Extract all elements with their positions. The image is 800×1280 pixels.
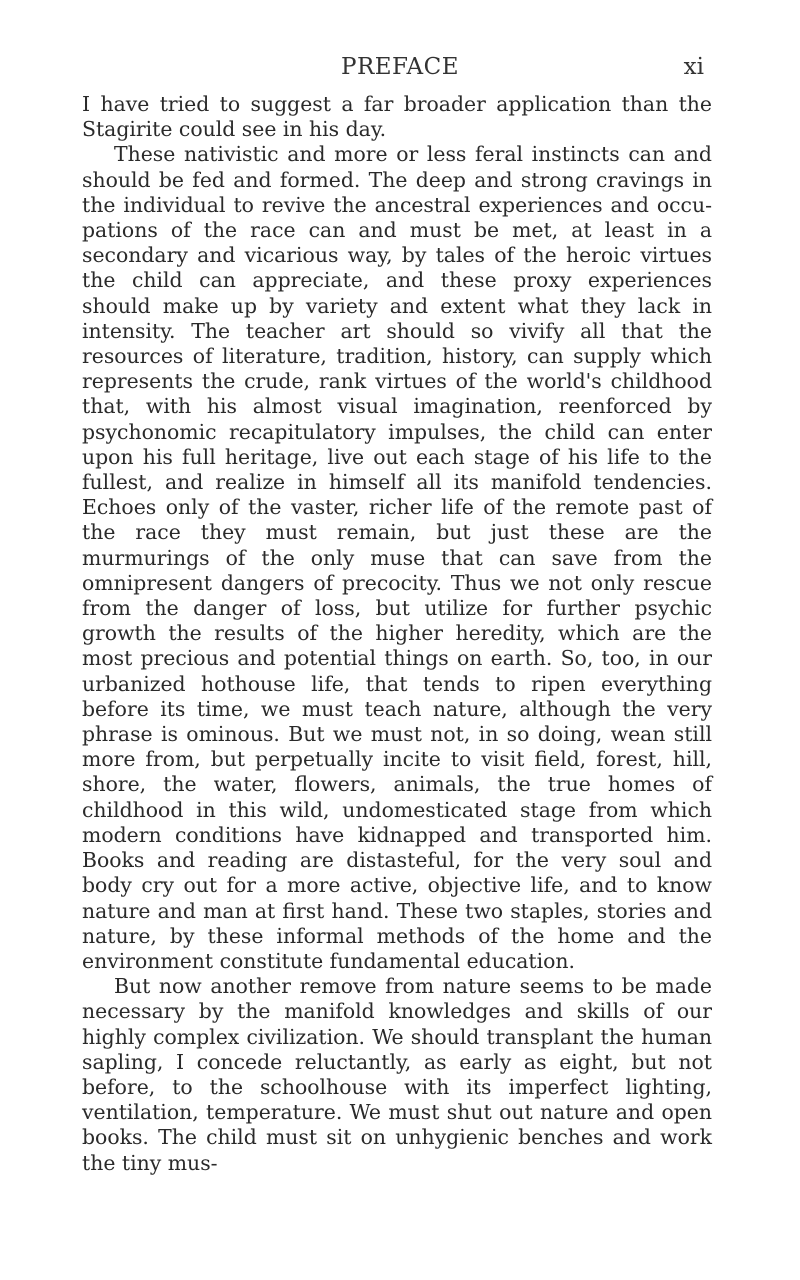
paragraph-2: These nativistic and more or less feral instincts can and should be fed and formed. The deep and strong cravings in the individual to revive the ancestral experiences and occupations of the race can and must be met, at least in a secondary and vicarious way, by tales of the heroic virtues the child can appreciate, and these proxy experiences should make up by variety and extent what they lack in intensity. The teacher art should so vivify all that the resources of literature, tradition, history, can supply which represents the crude, rank virtues of the world's childhood that, with his almost visual imagination, reenforced by psychonomic recapitulatory impulses, the child can enter upon his full heritage, live out each stage of his life to the fullest, and realize in himself all its manifold tendencies. Echoes only of the vaster, richer life of the remote past of the race they must remain, but just these are the murmurings of the only muse that can save from the omnipresent dangers of precocity. Thus we not only rescue from the danger of loss, but utilize for further psychic growth the results of the higher heredity, which are the most precious and potential things on earth. So, too, in our urbanized hothouse life, that tends to ripen everything before its time, we must teach nature, although the very phrase is ominous. But we must not, in so doing, wean still more from, but perpetually incite to visit field, forest, hill, shore, the water, flowers, animals, the true homes of childhood in this wild, undomesticated stage from which modern conditions have kidnapped and transported him. Books and reading are distasteful, for the very soul and body cry out for a more active, objective life, and to know nature and man at first hand. These two staples, stories and nature, by these informal methods of the home and the environment constitute fundamental education. [82,142,712,973]
paragraph-1: I have tried to suggest a far broader application than the Stagirite could see in his day. [82,92,712,142]
running-head: PREFACE [340,54,460,80]
body-text [82,92,712,1176]
paragraph-3: But now another remove from nature seems to be made necessary by the manifold knowledges and skills of our highly complex civilization. We should transplant the human sapling, I concede reluctantly, as early as eight, but not before, to the schoolhouse with its imperfect lighting, ventilation, temperature. We must shut out nature and open books. The child must sit on unhygienic benches and work the tiny mus- [82,974,712,1175]
page-header [0,50,800,90]
page-number: xi [683,54,704,80]
